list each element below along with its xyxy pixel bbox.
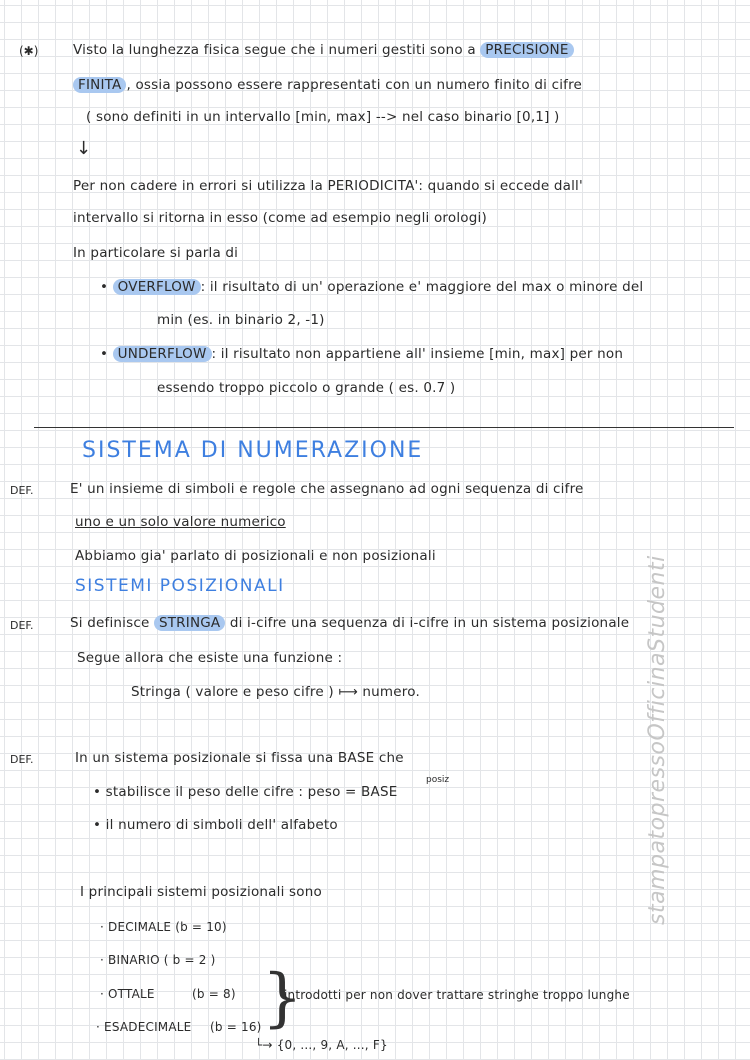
system-decimale-text: DECIMALE (b = 10) (108, 920, 227, 934)
p2-line3: In particolare si parla di (73, 245, 239, 261)
list-dot: · (100, 987, 105, 1001)
curly-brace-icon: } (262, 961, 303, 1035)
def-label: DEF. (10, 753, 34, 766)
underflow-line2: essendo troppo piccolo o grande ( es. 0.7 ) (157, 380, 456, 396)
underflow-text: : il risultato non appartiene all' insieme [min, max] per non (211, 346, 624, 362)
highlight-precisione: PRECISIONE (480, 42, 573, 58)
underflow-line1 (100, 346, 623, 362)
list-intro: I principali sistemi posizionali sono (80, 884, 322, 900)
system-ottale-text: OTTALE (108, 987, 155, 1001)
overflow-line1 (100, 279, 643, 295)
def2-text-a: Si definisce (70, 615, 150, 631)
down-arrow-icon: ↓ (76, 138, 92, 159)
list-dot: · (100, 953, 105, 967)
def2-mapping-left: Stringa ( valore e peso cifre ) (131, 684, 334, 700)
system-esadecimale-text: ESADECIMALE (104, 1020, 192, 1034)
system-esadecimale-base: (b = 16) (210, 1020, 262, 1034)
brace-note: introdotti per non dover trattare stringhe troppo lunghe (284, 988, 630, 1002)
maps-to-arrow-icon: ⟼ (338, 684, 358, 700)
bullet-icon: • (93, 817, 102, 833)
system-ottale-base: (b = 8) (192, 987, 236, 1001)
heading-sistemi-posizionali: SISTEMI POSIZIONALI (75, 576, 285, 596)
highlight-stringa: STRINGA (154, 615, 225, 631)
def1-line3: Abbiamo gia' parlato di posizionali e non posizionali (75, 548, 436, 564)
section-divider (34, 427, 734, 428)
def3-line1: In un sistema posizionale si fissa una BASE che (75, 750, 404, 766)
system-binario-text: BINARIO ( b = 2 ) (108, 953, 216, 967)
watermark: stampatopressoOfficinaStudenti (645, 555, 670, 925)
def3-bullet1-text: stabilisce il peso delle cifre : peso = BASE (105, 784, 398, 800)
def1-line1: E' un insieme di simboli e regole che assegnano ad ogni sequenza di cifre (70, 481, 584, 497)
p1-line1-text: Visto la lunghezza fisica segue che i numeri gestiti sono a (73, 42, 476, 58)
p1-line3: ( sono definiti in un intervallo [min, max] --> nel caso binario [0,1] ) (86, 109, 560, 125)
bullet-icon: • (100, 346, 109, 362)
p2-line2: intervallo si ritorna in esso (come ad esempio negli orologi) (73, 210, 487, 226)
system-decimale (100, 920, 227, 934)
system-binario (100, 953, 215, 967)
bullet-icon: • (100, 279, 109, 295)
def1-line2: uno e un solo valore numerico (75, 514, 286, 530)
def-label: DEF. (10, 619, 34, 632)
list-dot: · (100, 920, 105, 934)
def2-mapping-right: numero. (362, 684, 420, 700)
list-dot: · (96, 1020, 101, 1034)
highlight-finita: FINITA (73, 77, 126, 93)
def3-bullet2-text: il numero di simboli dell' alfabeto (105, 817, 338, 833)
overflow-text: : il risultato di un' operazione e' maggiore del max o minore del (200, 279, 644, 295)
hex-digits: └→ {0, ..., 9, A, ..., F} (255, 1038, 388, 1052)
def2-line1 (70, 615, 629, 631)
p2-line1: Per non cadere in errori si utilizza la PERIODICITA': quando si eccede dall' (73, 178, 583, 194)
heading-sistema-numerazione: SISTEMA DI NUMERAZIONE (82, 438, 424, 463)
highlight-overflow: OVERFLOW (113, 279, 201, 295)
system-esadecimale (96, 1020, 191, 1034)
def-label: DEF. (10, 484, 34, 497)
def3-bullet2 (93, 817, 338, 833)
def2-line3 (131, 684, 420, 700)
p1-line2 (73, 77, 582, 93)
star-marker: (✱) (19, 44, 39, 58)
bullet-icon: • (93, 784, 102, 800)
def3-bullet1 (93, 784, 397, 800)
p1-line1 (73, 42, 574, 58)
system-ottale (100, 987, 155, 1001)
p1-line2-text: , ossia possono essere rappresentati con un numero finito di cifre (126, 77, 583, 93)
def2-line2: Segue allora che esiste una funzione : (77, 650, 343, 666)
highlight-underflow: UNDERFLOW (113, 346, 212, 362)
def2-text-b: di i-cifre una sequenza di i-cifre in un sistema posizionale (229, 615, 630, 631)
overflow-line2: min (es. in binario 2, -1) (157, 312, 325, 328)
exponent-posiz: posiz (426, 775, 450, 785)
